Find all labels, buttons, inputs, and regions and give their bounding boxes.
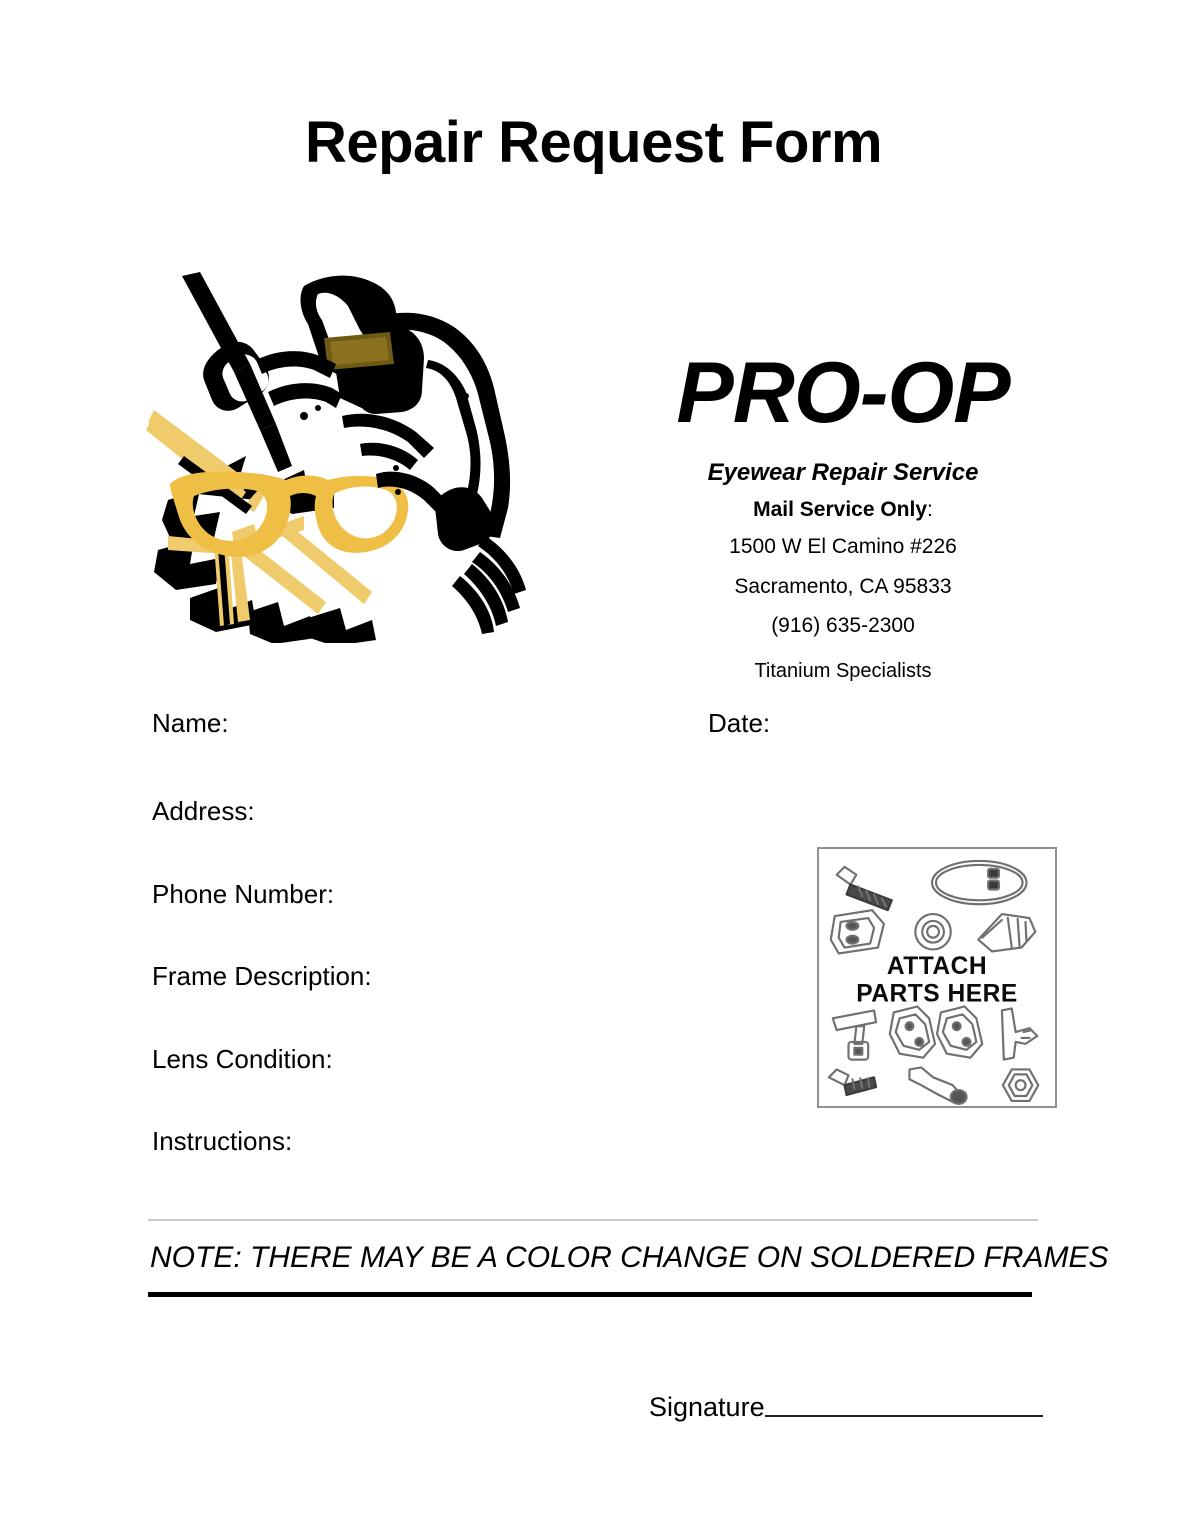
brand-mail-colon: : — [927, 498, 933, 521]
field-label-instructions: Instructions: — [152, 1126, 293, 1156]
attach-parts-box — [817, 847, 1057, 1108]
brand-phone: (916) 635-2300 — [771, 614, 915, 638]
brand-wordmark: PRO-OP — [676, 345, 1010, 441]
attach-parts-line-1: ATTACH — [886, 953, 988, 981]
signature-line[interactable] — [765, 1415, 1043, 1417]
nose-pad-oval-part-icon — [932, 861, 1026, 904]
small-screw-part-icon — [829, 1069, 876, 1095]
brand-mail-service-line — [600, 497, 1086, 523]
field-label-date: Date: — [708, 708, 771, 738]
eyeglasses-icon — [170, 472, 408, 557]
end-piece-part-icon — [1002, 1008, 1037, 1059]
washer-part-icon — [915, 914, 950, 949]
bridge-bar-part-icon — [833, 1010, 876, 1059]
note-rule-bottom — [148, 1292, 1032, 1297]
brand-address-line-2: Sacramento, CA 95833 — [734, 574, 952, 598]
hinge-plate-left-part-icon — [890, 1007, 935, 1058]
note-text: NOTE: THERE MAY BE A COLOR CHANGE ON SOLDERED FRAMES — [150, 1241, 1109, 1274]
temple-tip-part-icon — [978, 914, 1035, 951]
brand-tagline: Eyewear Repair Service — [707, 459, 979, 486]
field-label-name: Name: — [152, 708, 229, 738]
brand-block — [600, 345, 1086, 684]
welder-illustration — [128, 268, 538, 643]
brand-specialty: Titanium Specialists — [754, 659, 932, 682]
hex-nut-part-icon — [1003, 1069, 1038, 1100]
screw-part-icon — [837, 867, 892, 910]
field-label-frame-description: Frame Description: — [152, 961, 372, 991]
field-label-address: Address: — [152, 796, 255, 826]
field-label-phone-number: Phone Number: — [152, 879, 335, 909]
field-label-lens-condition: Lens Condition: — [152, 1044, 333, 1074]
signature-row — [649, 1391, 1043, 1423]
note-rule-top — [148, 1219, 1038, 1221]
signature-label: Signature — [649, 1392, 765, 1422]
hinge-plate-right-part-icon — [937, 1007, 982, 1058]
page-title: Repair Request Form — [304, 110, 883, 175]
attach-parts-line-2: PARTS HERE — [856, 980, 1018, 1008]
brand-mail-label: Mail Service Only — [753, 498, 928, 521]
hinge-block-part-icon — [831, 910, 884, 953]
brand-address-line-1: 1500 W El Camino #226 — [729, 535, 957, 559]
temple-arm-part-icon — [909, 1067, 966, 1103]
